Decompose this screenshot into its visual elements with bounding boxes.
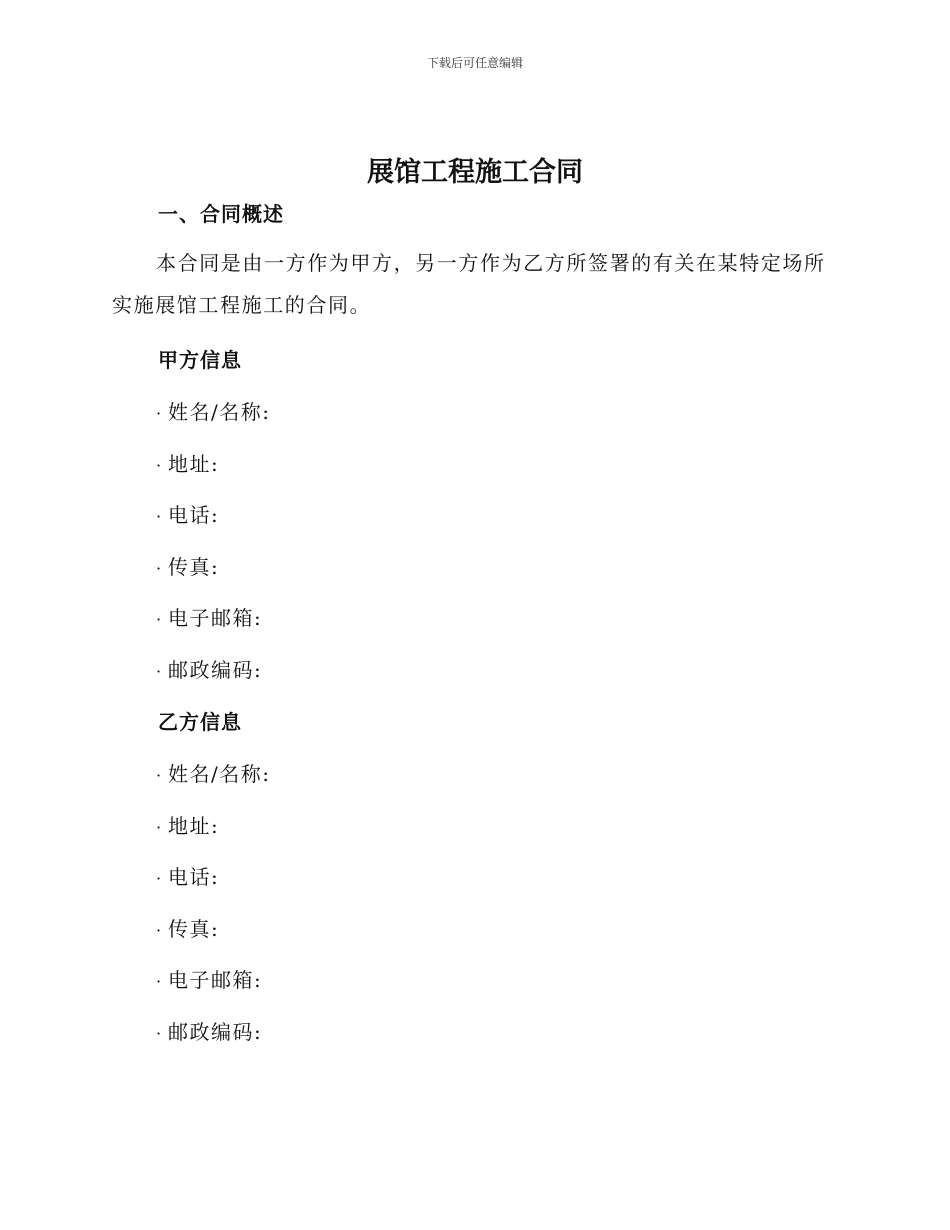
party-a-field-email [156,602,262,631]
bullet-icon: · [156,662,163,681]
field-label: 传真: [168,917,220,941]
field-label: 邮政编码: [168,1020,263,1044]
party-b-field-address [156,810,219,839]
bullet-icon: · [156,507,163,526]
field-label: 地址: [168,452,220,476]
bullet-icon: · [156,869,163,888]
document-title: 展馆工程施工合同 [367,157,583,188]
party-b-field-name [156,758,270,787]
field-label: 传真: [168,555,220,579]
party-a-field-phone [156,499,219,528]
bullet-icon: · [156,1024,163,1043]
field-label: 电话: [168,865,220,889]
bullet-icon: · [156,456,163,475]
bullet-icon: · [156,404,163,423]
bullet-icon: · [156,610,163,629]
header-note: 下载后可任意编辑 [426,56,523,70]
bullet-icon: · [156,766,163,785]
party-a-field-fax [156,551,219,580]
party-b-field-email [156,964,262,993]
bullet-icon: · [156,972,163,991]
overview-paragraph: 本合同是由一方作为甲方，另一方作为乙方所签署的有关在某特定场所实施展馆工程施工的合同。 [112,251,826,317]
field-label: 姓名/名称: [168,400,271,424]
field-label: 电话: [168,503,220,527]
party-a-heading: 甲方信息 [158,348,242,372]
field-label: 电子邮箱: [168,606,263,630]
field-label: 邮政编码: [168,658,263,682]
bullet-icon: · [156,818,163,837]
bullet-icon: · [156,921,163,940]
field-label: 电子邮箱: [168,968,263,992]
party-a-field-postcode [156,654,262,683]
field-label: 地址: [168,814,220,838]
bullet-icon: · [156,559,163,578]
party-a-field-name [156,396,270,425]
party-b-field-phone [156,861,219,890]
party-b-field-fax [156,913,219,942]
party-b-field-postcode [156,1016,262,1045]
field-label: 姓名/名称: [168,762,271,786]
section-heading-overview: 一、合同概述 [158,202,284,226]
party-a-field-address [156,448,219,477]
party-b-heading: 乙方信息 [158,710,242,734]
